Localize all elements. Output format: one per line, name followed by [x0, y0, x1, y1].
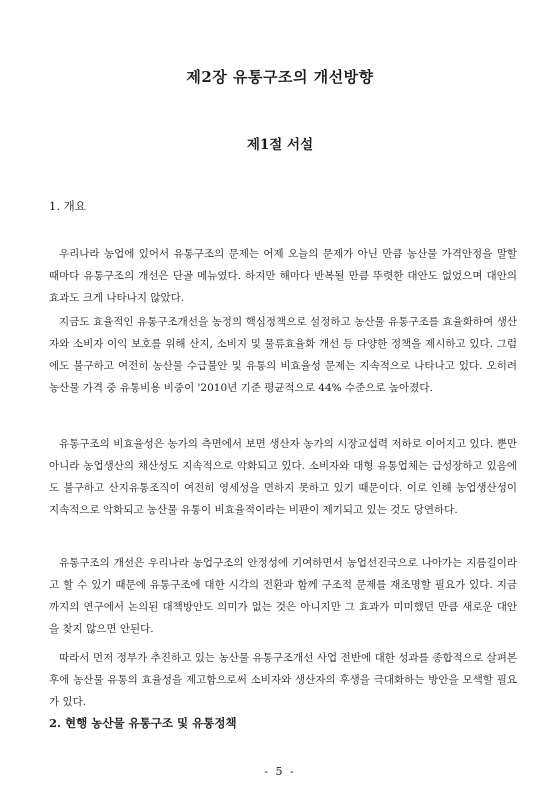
paragraph-5: 따라서 먼저 정부가 추진하고 있는 농산물 유통구조개선 사업 전반에 대한 성과를 종합적으로 살펴본 후에 농산물 유통의 효율성을 제고함으로써 소비자와 생산자의 후생을 극대화하는 방안을 모색할 필요가 있다.: [49, 651, 517, 708]
paragraph-3: 유통구조의 비효율성은 농가의 측면에서 보면 생산자 농가의 시장교섭력 저하로 이어지고 있다. 뿐만 아니라 농업생산의 채산성도 지속적으로 악화되고 있다. 소비자와 대형 유통업체는 급성장하고 있음에도 불구하고 산지유통조직이 여전히 영세성을 면하지 못하고 있기 때문이다. 이로 인해 농업생산성이 지속적으로 악화되고 농산물 유통이 비효율적이라는 비판이 제기되고 있는 것도 당연하다.: [49, 437, 517, 516]
page-number: - 5 -: [264, 765, 296, 778]
section-title: 제1절 서설: [246, 137, 314, 153]
paragraph-2: 지금도 효율적인 유통구조개선을 농정의 핵심정책으로 설정하고 농산물 유통구조를 효율화하여 생산자와 소비자 이익 보호를 위해 산지, 소비지 및 물류효율화 개선 등 다양한 정책을 제시하고 있다. 그럼에도 불구하고 여전히 농산물 수급불안 및 유통의 비효율성 문제는 지속적으로 나타나고 있다. 오히려 농산물 가격 중 유통비용 비중이 '2010년 기준 평균적으로 44% 수준으로 높아졌다.: [49, 315, 517, 394]
paragraph-1: 우리나라 농업에 있어서 유통구조의 문제는 어제 오늘의 문제가 아닌 만큼 농산물 가격안정을 말할 때마다 유통구조의 개선은 단골 메뉴였다. 하지만 해마다 반복될 만큼 뚜렷한 대안도 없었으며 대안의 효과도 크게 나타나지 않았다.: [49, 247, 517, 304]
heading-overview: 1. 개요: [49, 199, 86, 213]
chapter-title: 제2장 유통구조의 개선방향: [186, 68, 374, 86]
heading-current-structure: 2. 현행 농산물 유통구조 및 유통정책: [49, 716, 237, 730]
paragraph-4: 유통구조의 개선은 우리나라 농업구조의 안정성에 기여하면서 농업선진국으로 나아가는 지름길이라고 할 수 있기 때문에 유통구조에 대한 시각의 전환과 함께 구조적 문제를 재조명할 필요가 있다. 지금까지의 연구에서 논의된 대책방안도 의미가 없는 것은 아니지만 그 효과가 미미했던 만큼 새로운 대안을 찾지 않으면 안된다.: [49, 556, 517, 635]
